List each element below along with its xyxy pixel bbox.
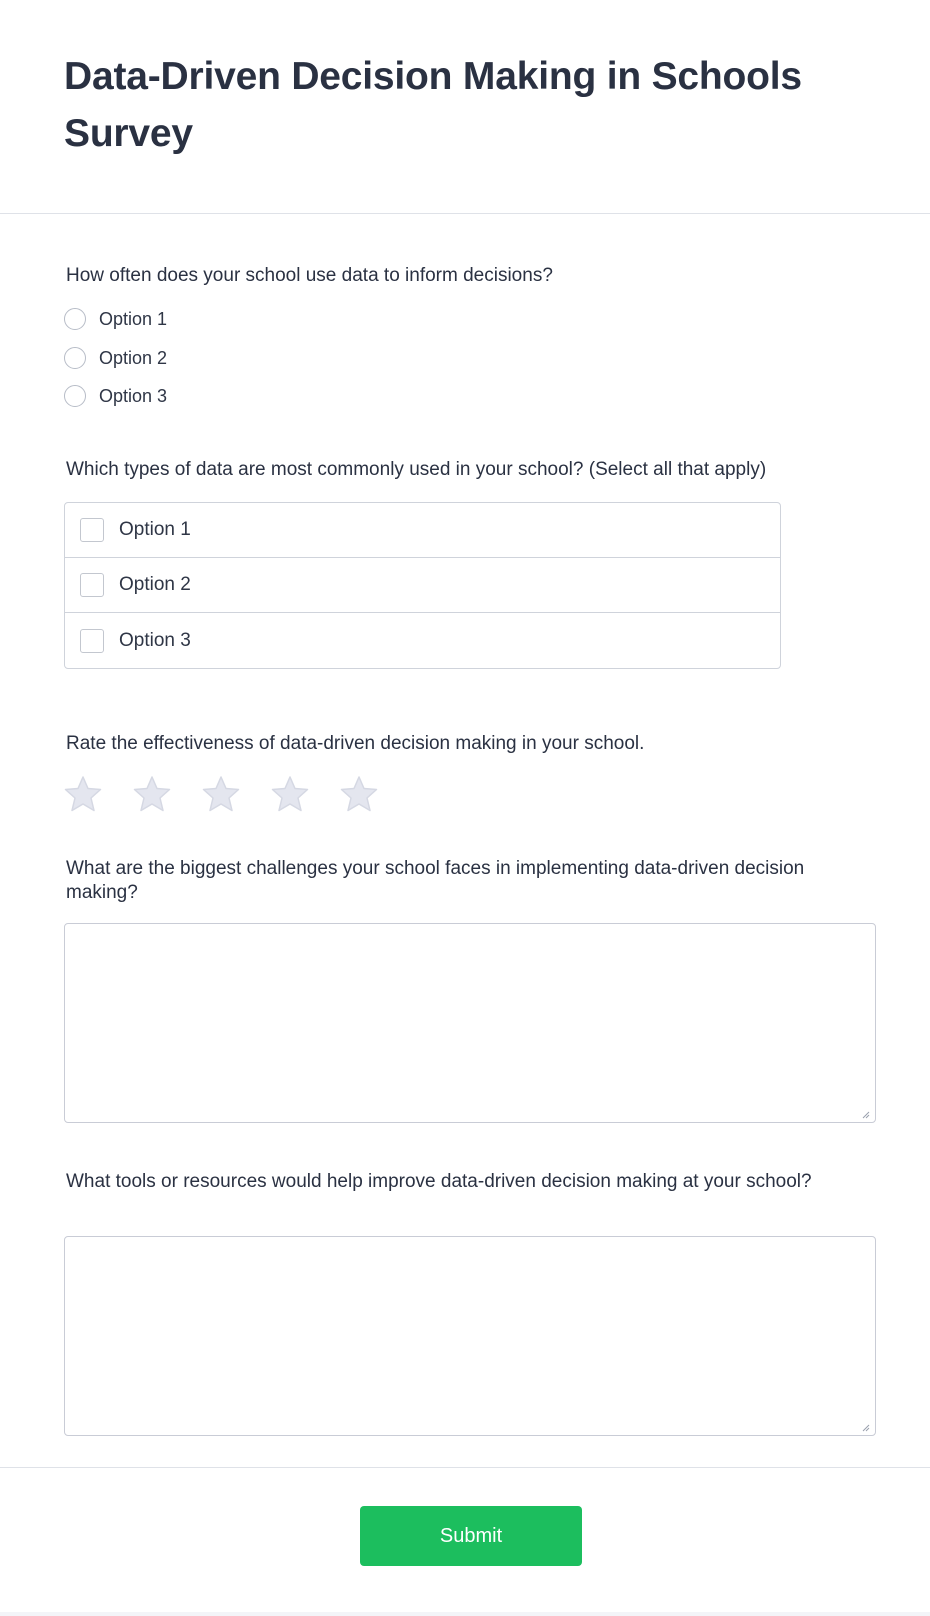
radio-button[interactable] <box>64 308 86 330</box>
checkbox[interactable] <box>80 573 104 597</box>
star-icon[interactable] <box>201 774 241 814</box>
q2-option-3[interactable] <box>65 613 780 668</box>
q1-option-1[interactable] <box>64 306 167 332</box>
page-title: Data-Driven Decision Making in Schools Survey <box>64 55 802 155</box>
radio-label: Option 1 <box>99 308 168 329</box>
checkbox-label: Option 2 <box>119 574 191 595</box>
question-2-label: Which types of data are most commonly used in your school? (Select all that apply) <box>66 459 767 480</box>
submit-button[interactable]: Submit <box>360 1506 582 1566</box>
challenges-textarea[interactable] <box>64 923 876 1123</box>
footer-divider <box>0 1467 930 1468</box>
checkbox[interactable] <box>80 518 104 542</box>
question-3-label: Rate the effectiveness of data-driven decision making in your school. <box>66 733 645 754</box>
radio-button[interactable] <box>64 385 86 407</box>
header-divider <box>0 213 930 214</box>
resize-grip-icon[interactable] <box>860 1422 870 1432</box>
radio-button[interactable] <box>64 347 86 369</box>
q2-option-1[interactable] <box>65 503 780 558</box>
star-icon[interactable] <box>132 774 172 814</box>
star-icon[interactable] <box>63 774 103 814</box>
resources-textarea[interactable] <box>64 1236 876 1436</box>
page-bottom-edge <box>0 1612 930 1616</box>
q1-option-3[interactable] <box>64 383 167 409</box>
question-4-label: What are the biggest challenges your school faces in implementing data-driven decision making? <box>66 858 805 903</box>
star-icon[interactable] <box>339 774 379 814</box>
q2-option-2[interactable] <box>65 558 780 613</box>
q1-option-2[interactable] <box>64 345 167 371</box>
star-rating <box>63 774 408 814</box>
star-icon[interactable] <box>270 774 310 814</box>
checkbox[interactable] <box>80 629 104 653</box>
checkbox-label: Option 1 <box>119 519 191 540</box>
radio-label: Option 2 <box>99 347 168 368</box>
q2-checkbox-group <box>64 502 781 669</box>
resize-grip-icon[interactable] <box>860 1109 870 1119</box>
question-1-label: How often does your school use data to inform decisions? <box>66 265 553 286</box>
checkbox-label: Option 3 <box>119 629 191 651</box>
radio-label: Option 3 <box>99 385 168 406</box>
question-5-label: What tools or resources would help improve data-driven decision making at your school? <box>66 1171 812 1192</box>
